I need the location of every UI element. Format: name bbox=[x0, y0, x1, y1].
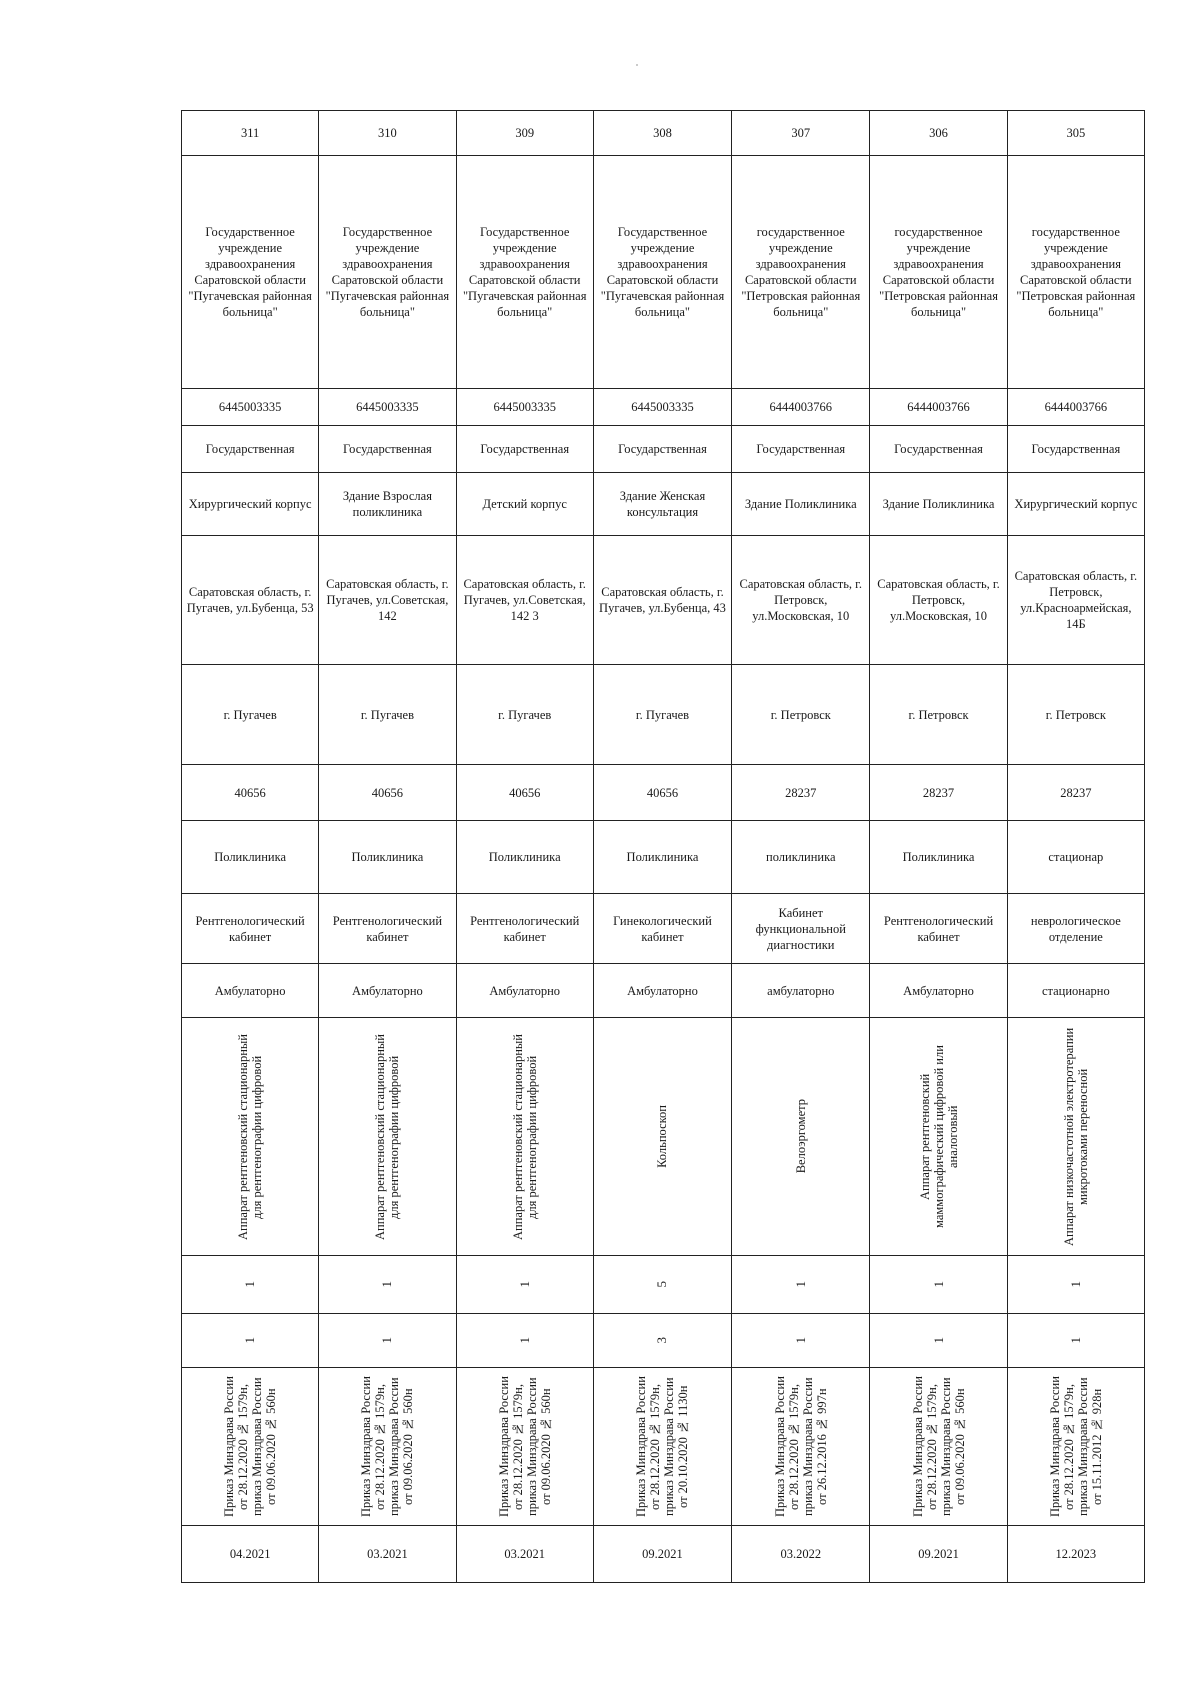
cell-text: Аппарат рентгеновский стационарный для рентгенографии цифровой bbox=[236, 1033, 265, 1240]
rotated-cell-text bbox=[322, 1371, 452, 1523]
table-cell bbox=[870, 964, 1007, 1018]
row-order bbox=[182, 1368, 1145, 1526]
cell-text: Аппарат низкочастотной электротерапии микротоками переносной bbox=[1061, 1027, 1090, 1246]
cell-text: 6445003335 bbox=[356, 400, 419, 414]
cell-text: государственное учреждение здравоохранения Саратовской области "Петровская районная больница" bbox=[741, 225, 861, 319]
cell-text: 40656 bbox=[509, 785, 541, 800]
table-cell bbox=[593, 1314, 731, 1368]
table-cell bbox=[1007, 473, 1144, 536]
rotated-cell-text bbox=[1011, 1317, 1141, 1365]
cell-text: Приказ Минздрава России от 28.12.2020 № 1579н, приказ Минздрава России от 09.06.2020 № 560н bbox=[910, 1376, 967, 1517]
cell-text: Аппарат рентгеновский стационарный для рентгенографии цифровой bbox=[510, 1033, 539, 1240]
cell-text: Государственная bbox=[205, 442, 295, 456]
cell-text: Гинекологический кабинет bbox=[613, 913, 712, 944]
cell-text: Государственное учреждение здравоохранения Саратовской области "Пугачевская районная больница" bbox=[600, 225, 725, 319]
table-cell bbox=[456, 765, 593, 821]
table-cell bbox=[1007, 1368, 1144, 1526]
rotated-cell-text bbox=[873, 1021, 1003, 1253]
table-cell bbox=[182, 473, 319, 536]
table-cell bbox=[456, 111, 593, 156]
table-cell bbox=[456, 1256, 593, 1314]
row-organization bbox=[182, 156, 1145, 389]
table-cell bbox=[732, 426, 870, 473]
table-cell bbox=[456, 1314, 593, 1368]
table-cell bbox=[182, 665, 319, 765]
table-cell bbox=[593, 964, 731, 1018]
cell-text: 6445003335 bbox=[218, 400, 282, 414]
cell-text: Государственная bbox=[1031, 442, 1121, 456]
cell-text: Саратовская область, г. Пугачев, ул.Советская, 142 bbox=[326, 577, 449, 623]
cell-text: 40656 bbox=[371, 785, 404, 800]
table-cell bbox=[870, 765, 1007, 821]
table-cell bbox=[870, 665, 1007, 765]
table-cell bbox=[1007, 894, 1144, 964]
table-cell bbox=[1007, 665, 1144, 765]
cell-text: г. Петровск bbox=[908, 707, 969, 722]
cell-text: г. Пугачев bbox=[223, 707, 277, 722]
table-cell bbox=[319, 765, 456, 821]
table-cell bbox=[870, 473, 1007, 536]
table-cell bbox=[870, 536, 1007, 665]
cell-text: Поликлиника bbox=[351, 850, 424, 864]
row-ownership bbox=[182, 426, 1145, 473]
table-cell bbox=[319, 389, 456, 426]
table-cell bbox=[182, 821, 319, 894]
table-cell bbox=[732, 1368, 870, 1526]
table-cell bbox=[593, 473, 731, 536]
rotated-cell-text bbox=[460, 1021, 590, 1253]
equipment-table bbox=[181, 110, 1145, 1583]
table-cell bbox=[319, 665, 456, 765]
table-cell bbox=[593, 894, 731, 964]
table-cell bbox=[732, 821, 870, 894]
cell-text: Саратовская область, г. Петровск, ул.Московская, 10 bbox=[877, 577, 1000, 623]
cell-text: Поликлиника bbox=[214, 850, 287, 864]
table-cell bbox=[182, 1018, 319, 1256]
row-building bbox=[182, 473, 1145, 536]
cell-text: Государственная bbox=[618, 442, 707, 456]
table-cell bbox=[870, 389, 1007, 426]
cell-text: Аппарат рентгеновский стационарный для рентгенографии цифровой bbox=[373, 1033, 402, 1240]
cell-text: Приказ Минздрава России от 28.12.2020 № 1579н, приказ Минздрава России от 09.06.2020 № 560н bbox=[222, 1376, 279, 1517]
cell-text: 1 bbox=[792, 1281, 808, 1288]
table-cell bbox=[1007, 1256, 1144, 1314]
cell-text: Аппарат рентгеновский маммографический цифровой или аналоговый bbox=[917, 1045, 960, 1228]
table-cell bbox=[182, 1526, 319, 1583]
cell-text: 1 bbox=[516, 1337, 532, 1344]
cell-text: Приказ Минздрава России от 28.12.2020 № 1579н, приказ Минздрава России от 09.06.2020 № 560н bbox=[496, 1376, 553, 1517]
rotated-cell-text bbox=[322, 1259, 452, 1311]
cell-text: 09.2021 bbox=[642, 1547, 683, 1561]
table-cell bbox=[182, 1368, 319, 1526]
table-cell bbox=[1007, 765, 1144, 821]
table-cell bbox=[593, 1256, 731, 1314]
cell-text: Здание Поликлиника bbox=[744, 497, 857, 511]
cell-text: 03.2022 bbox=[780, 1547, 822, 1561]
cell-text: 40656 bbox=[234, 785, 266, 800]
table-cell bbox=[593, 389, 731, 426]
cell-text: 1 bbox=[1067, 1281, 1083, 1288]
rotated-cell-text bbox=[185, 1371, 315, 1523]
table-cell bbox=[319, 1314, 456, 1368]
rotated-cell-text bbox=[460, 1317, 590, 1365]
table-cell bbox=[182, 1314, 319, 1368]
cell-text: 03.2021 bbox=[367, 1547, 408, 1561]
row-unit-type bbox=[182, 821, 1145, 894]
table-cell bbox=[182, 389, 319, 426]
rotated-cell-text bbox=[735, 1021, 866, 1253]
rotated-cell-text bbox=[873, 1371, 1003, 1523]
cell-text: 28237 bbox=[1060, 785, 1092, 800]
row-department bbox=[182, 894, 1145, 964]
cell-text: 28237 bbox=[785, 785, 817, 800]
rotated-cell-text bbox=[460, 1371, 590, 1523]
row-quantity-a bbox=[182, 1256, 1145, 1314]
cell-text: 5 bbox=[654, 1281, 670, 1288]
table-cell bbox=[456, 1018, 593, 1256]
cell-text: 308 bbox=[653, 126, 672, 140]
cell-text: Саратовская область, г. Пугачев, ул.Бубенца, 43 bbox=[599, 585, 726, 615]
cell-text: Хирургический корпус bbox=[188, 497, 312, 511]
table-cell bbox=[182, 964, 319, 1018]
cell-text: Амбулаторно bbox=[352, 983, 423, 998]
cell-text: 04.2021 bbox=[229, 1547, 271, 1561]
rotated-cell-text bbox=[873, 1317, 1003, 1365]
rotated-cell-text bbox=[322, 1317, 452, 1365]
rotated-cell-text bbox=[873, 1259, 1003, 1311]
table-cell bbox=[182, 765, 319, 821]
table-cell bbox=[593, 111, 731, 156]
cell-text: стационар bbox=[1048, 850, 1104, 864]
cell-text: поликлиника bbox=[766, 850, 836, 864]
row-address bbox=[182, 536, 1145, 665]
table-cell bbox=[182, 426, 319, 473]
cell-text: 1 bbox=[1067, 1337, 1083, 1344]
row-date bbox=[182, 1526, 1145, 1583]
table-cell bbox=[319, 821, 456, 894]
rotated-cell-text bbox=[185, 1259, 315, 1311]
table-cell bbox=[319, 1256, 456, 1314]
cell-text: 6444003766 bbox=[907, 400, 970, 414]
cell-text: Государственное учреждение здравоохранения Саратовской области "Пугачевская районная больница" bbox=[325, 225, 450, 319]
cell-text: Амбулаторно bbox=[627, 983, 698, 998]
table-cell bbox=[1007, 821, 1144, 894]
table-cell bbox=[319, 426, 456, 473]
table-cell bbox=[456, 389, 593, 426]
table-cell bbox=[319, 964, 456, 1018]
cell-text: 310 bbox=[378, 126, 397, 140]
rotated-cell-text bbox=[735, 1371, 866, 1523]
cell-text: Поликлиника bbox=[626, 850, 699, 864]
cell-text: 1 bbox=[379, 1337, 395, 1344]
table-cell bbox=[456, 156, 593, 389]
cell-text: Велоэргометр bbox=[793, 1099, 808, 1174]
cell-text: Рентгенологический кабинет bbox=[883, 913, 994, 944]
table-cell bbox=[1007, 1314, 1144, 1368]
rotated-cell-text bbox=[1011, 1021, 1141, 1253]
cell-text: Приказ Минздрава России от 28.12.2020 № 1579н, приказ Минздрава России от 15.11.2012 № 928н bbox=[1047, 1376, 1104, 1517]
table-cell bbox=[319, 894, 456, 964]
cell-text: Здание Поликлиника bbox=[882, 497, 995, 511]
cell-text: Рентгенологический кабинет bbox=[332, 913, 443, 944]
row-quantity-b bbox=[182, 1314, 1145, 1368]
table-cell bbox=[1007, 111, 1144, 156]
cell-text: Кабинет функциональной диагностики bbox=[755, 905, 846, 952]
rotated-cell-text bbox=[460, 1259, 590, 1311]
table-cell bbox=[1007, 389, 1144, 426]
table-cell bbox=[319, 1368, 456, 1526]
table-cell bbox=[732, 1526, 870, 1583]
cell-text: 1 bbox=[379, 1281, 395, 1288]
rotated-cell-text bbox=[322, 1021, 452, 1253]
cell-text: Саратовская область, г. Петровск, ул.Московская, 10 bbox=[739, 577, 862, 623]
cell-text: Амбулаторно bbox=[489, 983, 561, 998]
cell-text: 305 bbox=[1066, 126, 1086, 140]
table-cell bbox=[1007, 964, 1144, 1018]
cell-text: 1 bbox=[930, 1337, 946, 1344]
table-cell bbox=[456, 894, 593, 964]
cell-text: г. Петровск bbox=[770, 707, 831, 722]
table-cell bbox=[593, 426, 731, 473]
cell-text: Саратовская область, г. Пугачев, ул.Советская, 142 3 bbox=[463, 577, 586, 623]
table-cell bbox=[870, 821, 1007, 894]
table-cell bbox=[593, 1018, 731, 1256]
table-cell bbox=[593, 665, 731, 765]
table-cell bbox=[870, 1368, 1007, 1526]
table-cell bbox=[732, 1018, 870, 1256]
cell-text: 3 bbox=[654, 1337, 670, 1344]
cell-text: Саратовская область, г. Петровск, ул.Красноармейская, 14Б bbox=[1014, 569, 1138, 631]
table-cell bbox=[456, 964, 593, 1018]
cell-text: Рентгенологический кабинет bbox=[470, 913, 580, 944]
table-cell bbox=[732, 665, 870, 765]
row-inn bbox=[182, 389, 1145, 426]
cell-text: Государственная bbox=[480, 442, 570, 456]
cell-text: 40656 bbox=[646, 785, 679, 800]
cell-text: 6444003766 bbox=[769, 400, 833, 414]
cell-text: 28237 bbox=[922, 785, 955, 800]
cell-text: Поликлиника bbox=[488, 850, 561, 864]
cell-text: 1 bbox=[930, 1281, 946, 1288]
rotated-cell-text bbox=[597, 1371, 728, 1523]
table-cell bbox=[593, 536, 731, 665]
table-cell bbox=[456, 1526, 593, 1583]
table-cell bbox=[182, 1256, 319, 1314]
table-cell bbox=[732, 765, 870, 821]
cell-text: Приказ Минздрава России от 28.12.2020 № 1579н, приказ Минздрава России от 09.06.2020 № 560н bbox=[359, 1376, 416, 1517]
cell-text: 311 bbox=[240, 126, 260, 140]
rotated-cell-text bbox=[1011, 1371, 1141, 1523]
table-cell bbox=[732, 894, 870, 964]
table-cell bbox=[593, 821, 731, 894]
cell-text: Саратовская область, г. Пугачев, ул.Бубенца, 53 bbox=[186, 585, 314, 615]
rotated-cell-text bbox=[735, 1317, 866, 1365]
table-cell bbox=[319, 111, 456, 156]
table-cell bbox=[870, 1526, 1007, 1583]
table-cell bbox=[870, 894, 1007, 964]
table-cell bbox=[732, 111, 870, 156]
table-cell bbox=[870, 156, 1007, 389]
table-cell bbox=[456, 426, 593, 473]
table-cell bbox=[732, 536, 870, 665]
table-cell bbox=[182, 536, 319, 665]
table-cell bbox=[732, 389, 870, 426]
table-cell bbox=[732, 1314, 870, 1368]
rotated-cell-text bbox=[597, 1317, 728, 1365]
table-cell bbox=[732, 156, 870, 389]
table-cell bbox=[1007, 536, 1144, 665]
cell-text: 6444003766 bbox=[1044, 400, 1108, 414]
table-cell bbox=[732, 1256, 870, 1314]
cell-text: Государственное учреждение здравоохранения Саратовской области "Пугачевская районная больница" bbox=[462, 225, 587, 319]
cell-text: государственное учреждение здравоохранения Саратовской области "Петровская районная больница" bbox=[1016, 225, 1136, 319]
table-cell bbox=[870, 1314, 1007, 1368]
cell-text: г. Пугачев bbox=[635, 707, 690, 722]
cell-text: Амбулаторно bbox=[903, 983, 974, 998]
cell-text: Здание Женская консультация bbox=[619, 489, 706, 519]
cell-text: 03.2021 bbox=[504, 1547, 546, 1561]
cell-text: 1 bbox=[242, 1281, 258, 1288]
table-cell bbox=[732, 964, 870, 1018]
cell-text: г. Петровск bbox=[1045, 707, 1106, 722]
table-cell bbox=[870, 1256, 1007, 1314]
table-cell bbox=[319, 156, 456, 389]
cell-text: 1 bbox=[516, 1281, 532, 1288]
table-cell bbox=[1007, 426, 1144, 473]
cell-text: 12.2023 bbox=[1055, 1547, 1097, 1561]
table-cell bbox=[456, 821, 593, 894]
cell-text: г. Пугачев bbox=[498, 707, 552, 722]
table-cell bbox=[593, 1526, 731, 1583]
cell-text: Государственное учреждение здравоохранения Саратовской области "Пугачевская районная больница" bbox=[188, 225, 312, 319]
row-city bbox=[182, 665, 1145, 765]
row-care-form bbox=[182, 964, 1145, 1018]
table-cell bbox=[319, 1526, 456, 1583]
cell-text: Здание Взрослая поликлиника bbox=[342, 489, 432, 519]
cell-text: 6445003335 bbox=[631, 400, 694, 414]
cell-text: Приказ Минздрава России от 28.12.2020 № 1579н, приказ Минздрава России от 20.10.2020 № 1130н bbox=[634, 1376, 691, 1517]
table-cell bbox=[870, 426, 1007, 473]
cell-text: 09.2021 bbox=[918, 1547, 959, 1561]
cell-text: Рентгенологический кабинет bbox=[195, 913, 305, 944]
row-equipment bbox=[182, 1018, 1145, 1256]
cell-text: Кольпоскоп bbox=[655, 1105, 670, 1168]
table-cell bbox=[182, 111, 319, 156]
row-number bbox=[182, 111, 1145, 156]
cell-text: Амбулаторно bbox=[214, 983, 286, 998]
row-population bbox=[182, 765, 1145, 821]
cell-text: 1 bbox=[792, 1337, 808, 1344]
table-cell bbox=[319, 1018, 456, 1256]
rotated-cell-text bbox=[597, 1259, 728, 1311]
rotated-cell-text bbox=[1011, 1259, 1141, 1311]
table-cell bbox=[593, 156, 731, 389]
table-cell bbox=[870, 111, 1007, 156]
cell-text: Государственная bbox=[343, 442, 432, 456]
cell-text: государственное учреждение здравоохранения Саратовской области "Петровская районная больница" bbox=[879, 225, 998, 319]
cell-text: Детский корпус bbox=[482, 497, 567, 511]
cell-text: 6445003335 bbox=[493, 400, 556, 414]
cell-text: Государственная bbox=[894, 442, 983, 456]
cell-text: амбулаторно bbox=[767, 983, 835, 998]
cell-text: г. Пугачев bbox=[360, 707, 414, 722]
table-cell bbox=[1007, 156, 1144, 389]
table-cell bbox=[456, 536, 593, 665]
table-cell bbox=[456, 665, 593, 765]
rotated-cell-text bbox=[735, 1259, 866, 1311]
cell-text: 306 bbox=[929, 126, 948, 140]
cell-text: стационарно bbox=[1041, 983, 1110, 998]
cell-text: 309 bbox=[515, 126, 535, 140]
table-cell bbox=[732, 473, 870, 536]
cell-text: Поликлиника bbox=[902, 850, 975, 864]
table-cell bbox=[1007, 1018, 1144, 1256]
cell-text: 1 bbox=[242, 1337, 258, 1344]
table-cell bbox=[182, 156, 319, 389]
table-cell bbox=[456, 1368, 593, 1526]
cell-text: Государственная bbox=[756, 442, 846, 456]
cell-text: 307 bbox=[791, 126, 811, 140]
table-cell bbox=[182, 894, 319, 964]
table-cell bbox=[593, 765, 731, 821]
rotated-cell-text bbox=[185, 1317, 315, 1365]
table-cell bbox=[1007, 1526, 1144, 1583]
rotated-cell-text bbox=[185, 1021, 315, 1253]
table-cell bbox=[319, 473, 456, 536]
cell-text: неврологическое отделение bbox=[1030, 913, 1121, 944]
table-cell bbox=[319, 536, 456, 665]
cell-text: Приказ Минздрава России от 28.12.2020 № 1579н, приказ Минздрава России от 26.12.2016 № 997н bbox=[772, 1376, 829, 1517]
cell-text: Хирургический корпус bbox=[1014, 497, 1138, 511]
table-cell bbox=[593, 1368, 731, 1526]
rotated-cell-text bbox=[597, 1021, 728, 1253]
scan-speck bbox=[636, 64, 638, 66]
table-cell bbox=[456, 473, 593, 536]
table-cell bbox=[870, 1018, 1007, 1256]
